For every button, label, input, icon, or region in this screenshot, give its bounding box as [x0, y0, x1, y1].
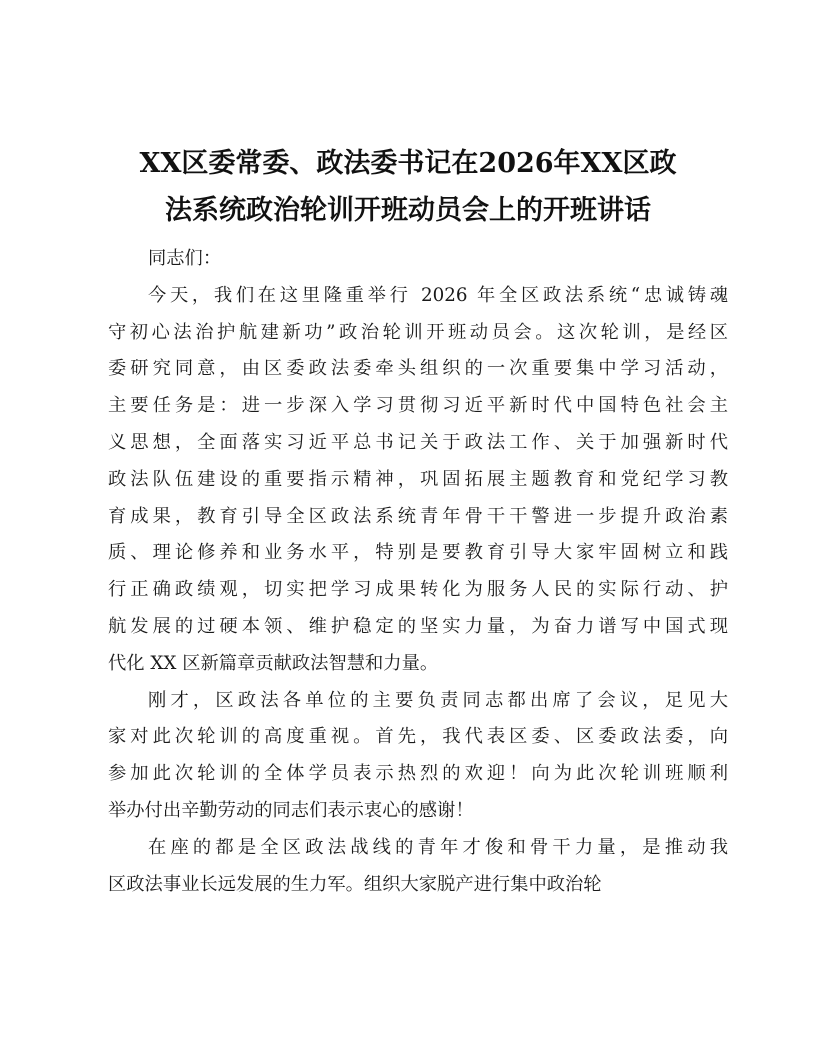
paragraph-line: 航发展的过硬本领、维护稳定的坚实力量，为奋力谱写中国式现	[108, 615, 728, 637]
paragraph-line: 政法队伍建设的重要指示精神，巩固拓展主题教育和党纪学习教	[108, 468, 728, 490]
paragraph-line: 义思想，全面落实习近平总书记关于政法工作、关于加强新时代	[108, 431, 728, 453]
paragraph-1	[108, 278, 728, 683]
paragraph-line: 刚才，区政法各单位的主要负责同志都出席了会议，足见大	[148, 689, 728, 711]
paragraph-3	[108, 830, 728, 904]
paragraph-line: 主要任务是：进一步深入学习贯彻习近平新时代中国特色社会主	[108, 395, 728, 417]
paragraph-line: 行正确政绩观，切实把学习成果转化为服务人民的实际行动、护	[108, 579, 728, 601]
paragraph-line: 委研究同意，由区委政法委牵头组织的一次重要集中学习活动，	[108, 358, 728, 380]
paragraph-line: 今天，我们在这里隆重举行 2026 年全区政法系统“忠诚铸魂	[148, 284, 728, 306]
salutation-text: 同志们：	[148, 248, 222, 269]
document-title	[100, 140, 716, 234]
document-body	[108, 241, 728, 903]
paragraph-line: 代化 XX 区新篇章贡献政法智慧和力量。	[108, 652, 439, 674]
paragraph-line: 在座的都是全区政法战线的青年才俊和骨干力量，是推动我	[148, 836, 728, 858]
paragraph-line: 家对此次轮训的高度重视。首先，我代表区委、区委政法委，向	[108, 726, 728, 748]
paragraph-line: 育成果，教育引导全区政法系统青年骨干干警进一步提升政治素	[108, 505, 728, 527]
title-line: XX区委常委、政法委书记在2026年XX区政	[139, 148, 677, 179]
paragraph-line: 举办付出辛勤劳动的同志们表示衷心的感谢！	[108, 799, 474, 821]
paragraph-line: 参加此次轮训的全体学员表示热烈的欢迎！向为此次轮训班顺利	[108, 763, 728, 785]
paragraph-2	[108, 683, 728, 830]
salutation	[108, 241, 728, 278]
paragraph-line: 守初心法治护航建新功”政治轮训开班动员会。这次轮训，是经区	[108, 321, 728, 343]
paragraph-line: 质、理论修养和业务水平，特别是要教育引导大家牢固树立和践	[108, 542, 728, 564]
paragraph-line: 区政法事业长远发展的生力军。组织大家脱产进行集中政治轮	[108, 873, 602, 895]
title-line: 法系统政治轮训开班动员会上的开班讲话	[165, 195, 651, 226]
